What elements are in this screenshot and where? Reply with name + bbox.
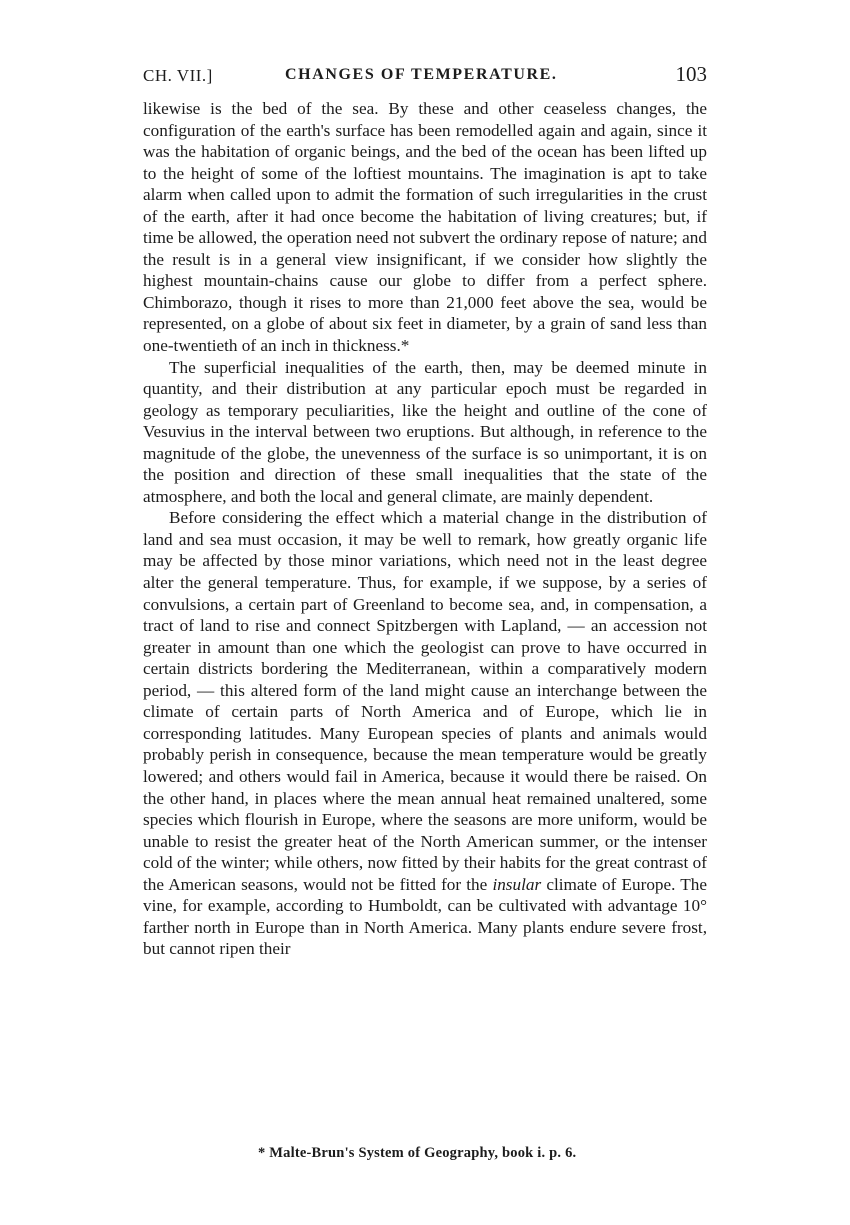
emphasized-word: insular: [492, 874, 542, 894]
page-number: 103: [675, 62, 707, 86]
paragraph-text-before: Before considering the effect which a material change in the distribution of land and sea must occasion, it may be well to remark, how greatly organic life may be affected by those minor variations, which need not in the least degree alter the general temperature. Thus, for example, if we suppose, by a series of convulsions, a certain part of Greenland to become sea, and, in compensation, a tract of land to rise and connect Spitzbergen with Lapland, — an accession not greater in amount than one which the geologist can prove to have occurred in certain districts bordering the Mediterranean, within a comparatively modern period, — this altered form of the land might cause an interchange between the climate of certain parts of North America and of Europe, which lie in corresponding latitudes. Many European species of plants and animals would probably perish in consequence, because the mean temperature would be greatly lowered; and others would fail in America, because it would there be raised. On the other hand, in places where the mean annual heat remained unaltered, some species which flourish in Europe, where the seasons are more uniform, would be unable to resist the greater heat of the North American summer, or the intenser cold of the winter; while others, now fitted by their habits for the great contrast of the American seasons, would not be fitted for the: [143, 508, 707, 894]
running-header: [143, 62, 707, 92]
running-title: CHANGES OF TEMPERATURE.: [285, 66, 558, 83]
paragraph-continued: likewise is the bed of the sea. By these and other ceaseless changes, the configuration of the earth's surface has been remodelled again and again, since it was the habitation of organic beings, and the bed of the ocean has been lifted up to the height of some of the loftiest mountains. The imagination is apt to take alarm when called upon to admit the formation of such irregularities in the crust of the earth, after it had once become the habitation of living creatures; but, if time be allowed, the operation need not subvert the ordinary repose of nature; and the result is in a general view insignificant, if we consider how slightly the highest mountain-chains cause our globe to differ from a perfect sphere. Chimborazo, though it rises to more than 21,000 feet above the sea, would be represented, on a globe of about six feet in diameter, by a grain of sand less than one-twentieth of an inch in thickness.*: [143, 99, 707, 356]
body-text: [143, 98, 707, 960]
chapter-reference: CH. VII.]: [143, 66, 213, 85]
paragraph-distribution-of-land-and-sea: [143, 507, 707, 959]
footnote: * Malte-Brun's System of Geography, book i. p. 6.: [258, 1145, 577, 1161]
paragraph-text-after: climate of Europe. The vine, for example, according to Humboldt, can be cultivated with advantage 10° farther north in Europe than in North America. Many plants endure severe frost, but cannot ripen their: [143, 874, 707, 959]
paragraph-superficial-inequalities: The superficial inequalities of the earth, then, may be deemed minute in quantity, and their distribution at any particular epoch must be regarded in geology as temporary peculiarities, like the height and outline of the cone of Vesuvius in the interval between two eruptions. But although, in reference to the magnitude of the globe, the unevenness of the surface is so unimportant, it is on the position and direction of these small inequalities that the state of the atmosphere, and both the local and general climate, are mainly dependent.: [143, 357, 707, 506]
book-page: [143, 62, 707, 960]
